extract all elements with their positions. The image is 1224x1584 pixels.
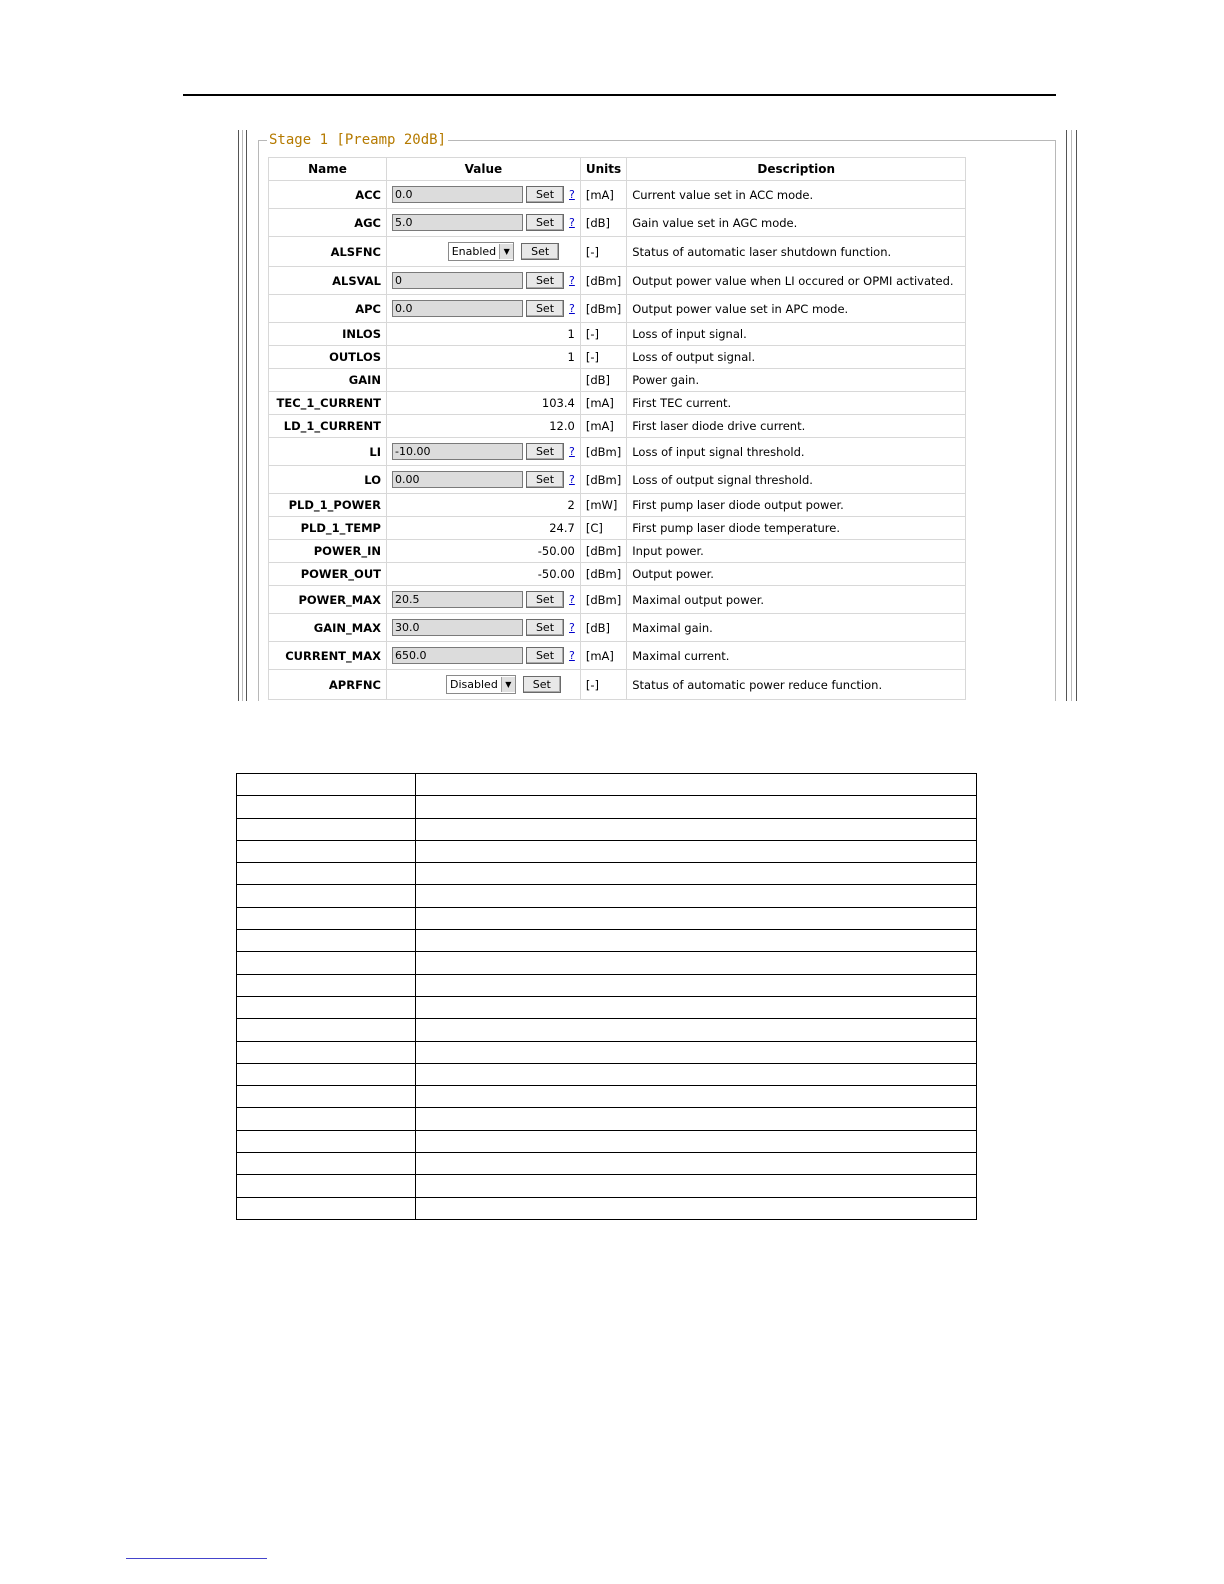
value-input[interactable]: 0.00 xyxy=(392,471,523,488)
column-header-description: Description xyxy=(627,158,966,181)
table-row xyxy=(269,346,966,369)
param-units: [-] xyxy=(580,237,626,267)
value-controls xyxy=(392,186,575,203)
frame-line xyxy=(1076,130,1077,701)
param-description: First pump laser diode temperature. xyxy=(627,517,966,540)
param-value-cell xyxy=(387,586,581,614)
value-controls xyxy=(392,443,575,460)
table-row xyxy=(237,1175,977,1197)
param-value-cell xyxy=(387,438,581,466)
table-cell xyxy=(237,996,416,1018)
param-value-cell xyxy=(387,642,581,670)
value-controls xyxy=(392,214,575,231)
param-description: Gain value set in AGC mode. xyxy=(627,209,966,237)
value-select[interactable] xyxy=(446,675,516,694)
value-controls xyxy=(392,471,575,488)
table-header-row xyxy=(269,158,966,181)
help-link[interactable]: ? xyxy=(569,216,575,229)
table-cell xyxy=(237,1130,416,1152)
table-row xyxy=(269,369,966,392)
table-row xyxy=(269,517,966,540)
set-button[interactable]: Set xyxy=(526,471,564,488)
value-controls xyxy=(392,242,575,261)
table-cell xyxy=(237,1063,416,1085)
set-button[interactable]: Set xyxy=(526,619,564,636)
set-button[interactable]: Set xyxy=(526,214,564,231)
value-controls xyxy=(392,619,575,636)
stage-screenshot xyxy=(236,130,1082,701)
param-description: First pump laser diode output power. xyxy=(627,494,966,517)
table-cell xyxy=(237,818,416,840)
table-cell xyxy=(237,1108,416,1130)
param-name: TEC_1_CURRENT xyxy=(269,392,387,415)
table-cell xyxy=(237,1153,416,1175)
table-row xyxy=(269,563,966,586)
param-value: 24.7 xyxy=(387,517,581,540)
set-button[interactable]: Set xyxy=(521,243,559,260)
table-cell xyxy=(237,863,416,885)
help-link[interactable]: ? xyxy=(569,274,575,287)
value-controls xyxy=(392,300,575,317)
help-link[interactable]: ? xyxy=(569,621,575,634)
param-value xyxy=(387,369,581,392)
table-row xyxy=(237,907,977,929)
table-row xyxy=(269,323,966,346)
table-cell xyxy=(416,952,977,974)
set-button[interactable]: Set xyxy=(526,186,564,203)
param-units: [-] xyxy=(580,670,626,700)
param-name: POWER_MAX xyxy=(269,586,387,614)
table-cell xyxy=(237,1041,416,1063)
param-name: LD_1_CURRENT xyxy=(269,415,387,438)
table-cell xyxy=(237,774,416,796)
param-name: GAIN_MAX xyxy=(269,614,387,642)
table-cell xyxy=(416,1086,977,1108)
table-cell xyxy=(237,952,416,974)
param-units: [mA] xyxy=(580,181,626,209)
table-row xyxy=(237,774,977,796)
param-value-cell xyxy=(387,295,581,323)
param-units: [mW] xyxy=(580,494,626,517)
table-row xyxy=(269,670,966,700)
param-description: Output power value when LI occured or OPMI activated. xyxy=(627,267,966,295)
param-value-cell xyxy=(387,237,581,267)
param-value: 1 xyxy=(387,346,581,369)
table-row xyxy=(237,863,977,885)
table-cell xyxy=(237,930,416,952)
table-row xyxy=(237,818,977,840)
param-units: [dB] xyxy=(580,209,626,237)
table-cell xyxy=(237,1086,416,1108)
param-units: [dBm] xyxy=(580,438,626,466)
help-link[interactable]: ? xyxy=(569,445,575,458)
param-name: AGC xyxy=(269,209,387,237)
param-value-cell xyxy=(387,466,581,494)
set-button[interactable]: Set xyxy=(526,272,564,289)
param-description: Output power. xyxy=(627,563,966,586)
table-row xyxy=(269,614,966,642)
table-cell xyxy=(237,974,416,996)
param-description: Output power value set in APC mode. xyxy=(627,295,966,323)
table-row xyxy=(269,586,966,614)
help-link[interactable]: ? xyxy=(569,302,575,315)
table-cell xyxy=(416,774,977,796)
table-row xyxy=(237,1041,977,1063)
param-name: OUTLOS xyxy=(269,346,387,369)
value-input[interactable]: 0.0 xyxy=(392,186,523,203)
column-header-name: Name xyxy=(269,158,387,181)
param-value: 103.4 xyxy=(387,392,581,415)
table-cell xyxy=(416,996,977,1018)
table-row xyxy=(237,1130,977,1152)
table-row xyxy=(269,181,966,209)
table-row xyxy=(269,494,966,517)
table-cell xyxy=(416,885,977,907)
table-row xyxy=(237,885,977,907)
param-units: [dBm] xyxy=(580,563,626,586)
chevron-down-icon[interactable]: ▼ xyxy=(499,244,513,259)
param-value: -50.00 xyxy=(387,563,581,586)
table-cell xyxy=(237,885,416,907)
table-cell xyxy=(416,1019,977,1041)
table-cell xyxy=(416,818,977,840)
table-cell xyxy=(416,1108,977,1130)
help-link[interactable]: ? xyxy=(569,593,575,606)
param-units: [dBm] xyxy=(580,540,626,563)
param-description: Status of automatic power reduce function. xyxy=(627,670,966,700)
table-row xyxy=(237,974,977,996)
param-value: -50.00 xyxy=(387,540,581,563)
value-controls xyxy=(392,591,575,608)
param-name: PLD_1_POWER xyxy=(269,494,387,517)
table-cell xyxy=(416,1197,977,1219)
table-row xyxy=(269,237,966,267)
param-value-cell xyxy=(387,267,581,295)
table-cell xyxy=(416,1063,977,1085)
frame-line xyxy=(246,130,247,701)
param-units: [dBm] xyxy=(580,586,626,614)
table-row xyxy=(269,415,966,438)
set-button[interactable]: Set xyxy=(523,676,561,693)
value-input[interactable]: 0.0 xyxy=(392,300,523,317)
table-row xyxy=(269,209,966,237)
param-name: ACC xyxy=(269,181,387,209)
value-input[interactable]: 650.0 xyxy=(392,647,523,664)
param-description: Loss of input signal threshold. xyxy=(627,438,966,466)
param-name: LI xyxy=(269,438,387,466)
param-name: APC xyxy=(269,295,387,323)
help-link[interactable]: ? xyxy=(569,649,575,662)
param-units: [-] xyxy=(580,323,626,346)
table-row xyxy=(269,392,966,415)
table-row xyxy=(269,540,966,563)
help-link[interactable]: ? xyxy=(569,473,575,486)
value-select[interactable] xyxy=(448,242,514,261)
frame-line xyxy=(242,130,243,701)
param-units: [dBm] xyxy=(580,466,626,494)
param-name: PLD_1_TEMP xyxy=(269,517,387,540)
table-cell xyxy=(237,1175,416,1197)
help-link[interactable]: ? xyxy=(569,188,575,201)
header-rule xyxy=(183,94,1056,96)
chevron-down-icon[interactable]: ▼ xyxy=(501,677,515,692)
table-row xyxy=(237,1108,977,1130)
table-row xyxy=(237,952,977,974)
param-units: [C] xyxy=(580,517,626,540)
value-input[interactable]: 5.0 xyxy=(392,214,523,231)
param-name: ALSVAL xyxy=(269,267,387,295)
table-cell xyxy=(416,863,977,885)
table-row xyxy=(269,466,966,494)
param-units: [dB] xyxy=(580,369,626,392)
select-value: Enabled xyxy=(451,245,497,258)
table-cell xyxy=(237,1197,416,1219)
param-description: Status of automatic laser shutdown function. xyxy=(627,237,966,267)
param-name: INLOS xyxy=(269,323,387,346)
parameters-body xyxy=(269,181,966,700)
table-cell xyxy=(237,907,416,929)
param-name: GAIN xyxy=(269,369,387,392)
select-value: Disabled xyxy=(450,678,498,691)
param-description: Power gain. xyxy=(627,369,966,392)
param-value: 1 xyxy=(387,323,581,346)
set-button[interactable]: Set xyxy=(526,443,564,460)
param-description: Maximal output power. xyxy=(627,586,966,614)
param-units: [dBm] xyxy=(580,295,626,323)
table-row xyxy=(237,1063,977,1085)
param-name: ALSFNC xyxy=(269,237,387,267)
param-description: Input power. xyxy=(627,540,966,563)
table-row xyxy=(237,1153,977,1175)
param-description: Loss of input signal. xyxy=(627,323,966,346)
param-name: POWER_IN xyxy=(269,540,387,563)
table-row xyxy=(269,295,966,323)
param-value-cell xyxy=(387,181,581,209)
param-units: [dBm] xyxy=(580,267,626,295)
table-cell xyxy=(416,1041,977,1063)
table-row xyxy=(269,267,966,295)
column-header-units: Units xyxy=(580,158,626,181)
param-description: Maximal current. xyxy=(627,642,966,670)
table-cell xyxy=(416,930,977,952)
table-row xyxy=(269,642,966,670)
param-name: APRFNC xyxy=(269,670,387,700)
table-cell xyxy=(416,1175,977,1197)
parameters-table xyxy=(268,157,966,700)
param-units: [mA] xyxy=(580,392,626,415)
param-description: Current value set in ACC mode. xyxy=(627,181,966,209)
table-row xyxy=(269,438,966,466)
value-input[interactable]: -10.00 xyxy=(392,443,523,460)
table-row xyxy=(237,1019,977,1041)
param-units: [dB] xyxy=(580,614,626,642)
param-value: 12.0 xyxy=(387,415,581,438)
frame-line xyxy=(1066,130,1067,701)
table-cell xyxy=(416,974,977,996)
param-value-cell xyxy=(387,670,581,700)
param-description: Maximal gain. xyxy=(627,614,966,642)
empty-table xyxy=(236,773,977,1220)
value-input[interactable]: 30.0 xyxy=(392,619,523,636)
param-description: Loss of output signal. xyxy=(627,346,966,369)
table-cell xyxy=(416,840,977,862)
table-cell xyxy=(237,796,416,818)
value-input[interactable]: 0 xyxy=(392,272,523,289)
table-cell xyxy=(237,840,416,862)
set-button[interactable]: Set xyxy=(526,591,564,608)
table-row xyxy=(237,796,977,818)
table-row xyxy=(237,1197,977,1219)
param-name: CURRENT_MAX xyxy=(269,642,387,670)
param-description: Loss of output signal threshold. xyxy=(627,466,966,494)
value-controls xyxy=(392,675,575,694)
table-row xyxy=(237,1086,977,1108)
table-cell xyxy=(237,1019,416,1041)
param-units: [mA] xyxy=(580,415,626,438)
table-row xyxy=(237,840,977,862)
table-cell xyxy=(416,907,977,929)
value-controls xyxy=(392,272,575,289)
table-cell xyxy=(416,1130,977,1152)
param-description: First laser diode drive current. xyxy=(627,415,966,438)
table-cell xyxy=(416,1153,977,1175)
param-description: First TEC current. xyxy=(627,392,966,415)
footer-link-underline[interactable] xyxy=(126,1558,267,1559)
set-button[interactable]: Set xyxy=(526,647,564,664)
column-header-value: Value xyxy=(387,158,581,181)
value-controls xyxy=(392,647,575,664)
param-value-cell xyxy=(387,614,581,642)
value-input[interactable]: 20.5 xyxy=(392,591,523,608)
table-row xyxy=(237,996,977,1018)
param-value: 2 xyxy=(387,494,581,517)
param-value-cell xyxy=(387,209,581,237)
frame-line xyxy=(1071,130,1072,701)
frame-line xyxy=(238,130,239,701)
stage-legend: Stage 1 [Preamp 20dB] xyxy=(269,132,447,148)
param-name: POWER_OUT xyxy=(269,563,387,586)
set-button[interactable]: Set xyxy=(526,300,564,317)
table-cell xyxy=(416,796,977,818)
param-name: LO xyxy=(269,466,387,494)
param-units: [-] xyxy=(580,346,626,369)
table-row xyxy=(237,930,977,952)
param-units: [mA] xyxy=(580,642,626,670)
